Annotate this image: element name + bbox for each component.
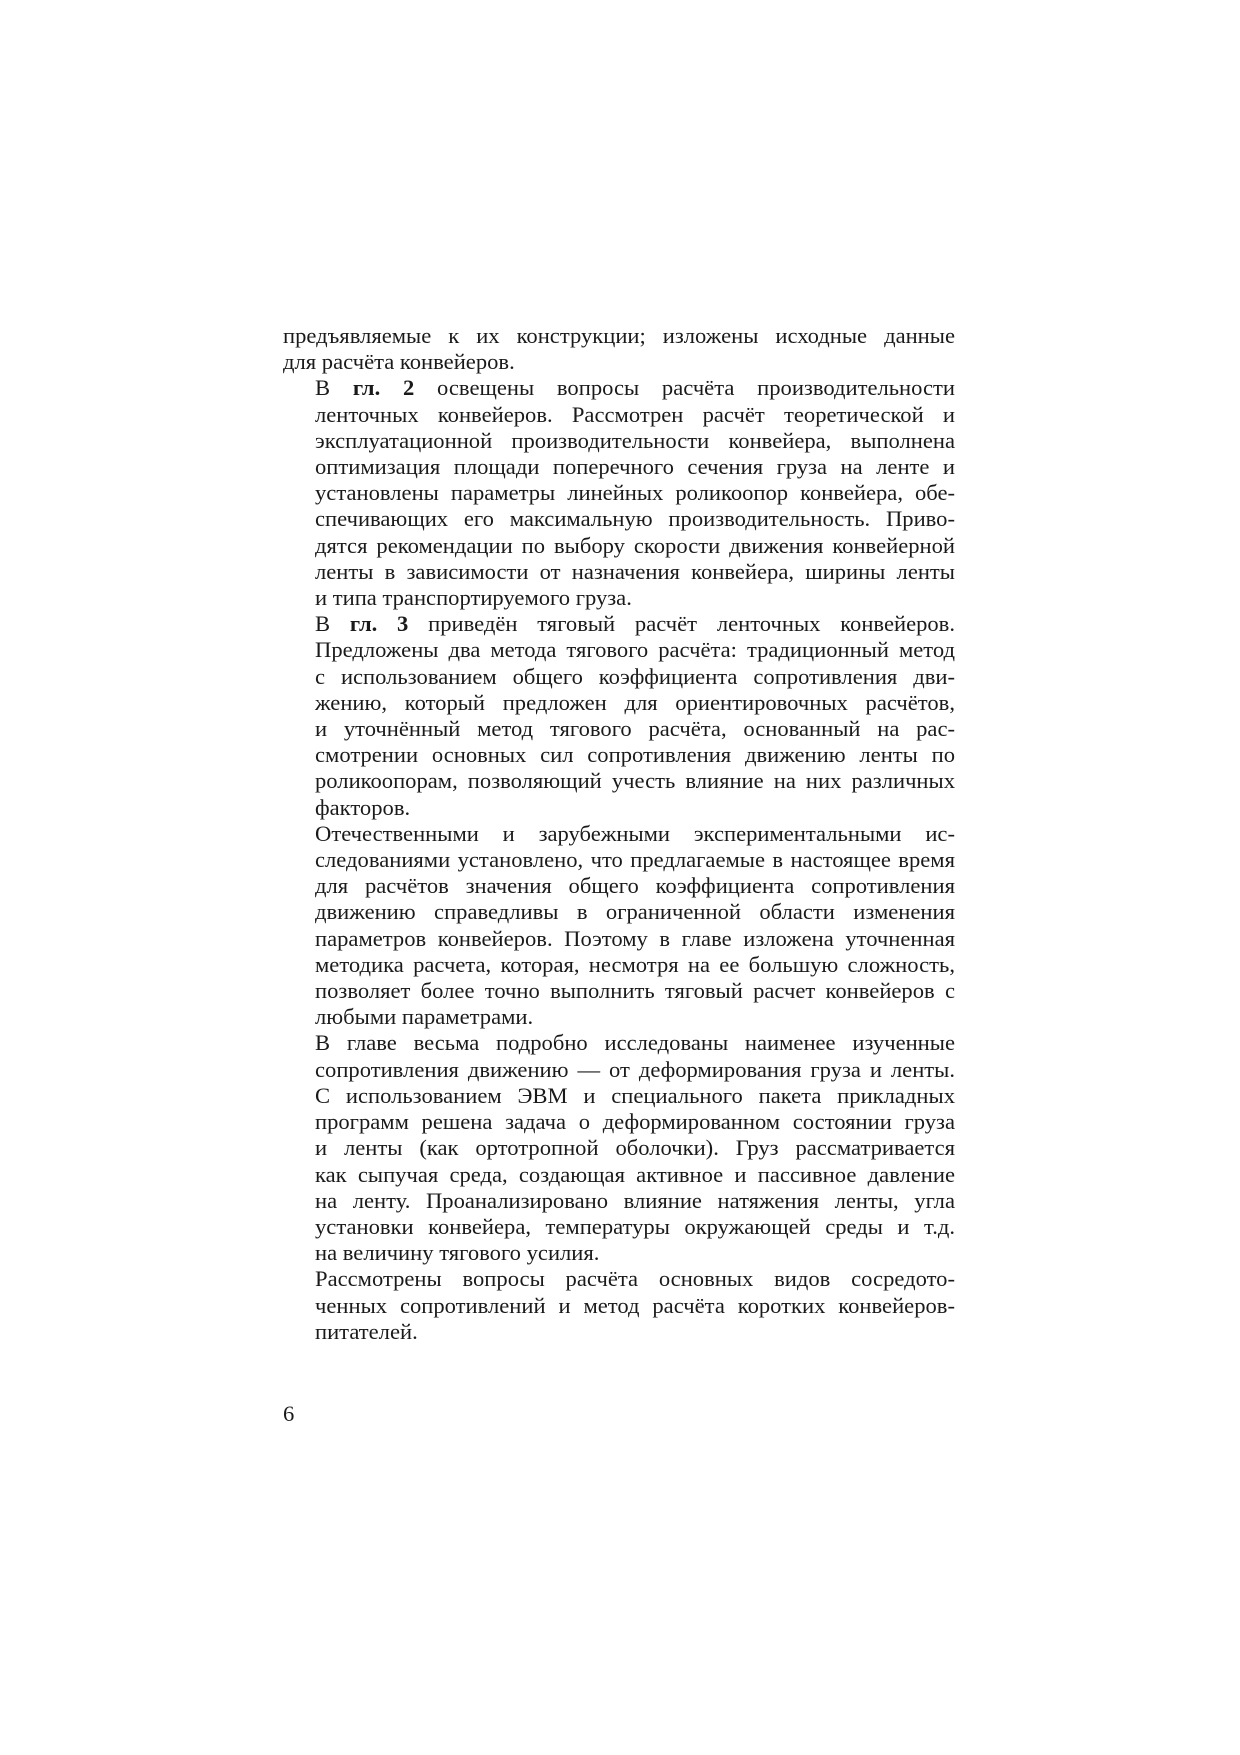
text-line: любыми параметрами. (315, 1004, 534, 1030)
text-line: и типа транспортируемого груза. (315, 585, 632, 611)
paragraph-6 (283, 1266, 955, 1345)
text-line: программ решена задача о деформированном состоянии груза (315, 1109, 955, 1135)
text-line: смотрении основных сил сопротивления движению ленты по (315, 742, 955, 768)
text-line (283, 611, 955, 637)
text-line: факторов. (315, 794, 411, 820)
paragraph-5 (283, 1030, 955, 1266)
text-line: эксплуатационной производительности конвейера, выполнена (315, 427, 955, 453)
body-text (283, 323, 955, 1345)
text-line: как сыпучая среда, создающая активное и пассивное давление (315, 1161, 955, 1187)
text-line: Отечественными и зарубежными экспериментальными ис- (315, 820, 955, 846)
text-line: ленты в зависимости от назначения конвейера, ширины ленты (315, 558, 955, 584)
text-line: предъявляемые к их конструкции; изложены исходные данные (283, 323, 955, 348)
text-fragment: приведён тяговый расчёт ленточных конвейеров. (408, 611, 956, 637)
text-line: спечивающих его максимальную производительность. Приво- (315, 506, 955, 532)
text-line: ленточных конвейеров. Рассмотрен расчёт теоретической и (315, 401, 955, 427)
text-line: с использованием общего коэффициента сопротивления дви- (315, 663, 955, 689)
paragraph-1 (283, 323, 955, 375)
text-line: оптимизация площади поперечного сечения груза на ленте и (315, 454, 955, 480)
text-line: на величину тягового усилия. (315, 1240, 600, 1266)
text-fragment: В (315, 611, 350, 637)
text-line: следованиями установлено, что предлагаемые в настоящее время (315, 847, 955, 873)
chapter-reference: гл. 2 (352, 375, 415, 401)
text-line: для расчётов значения общего коэффициента сопротивления (315, 873, 955, 899)
text-line: для расчёта конвейеров. (283, 349, 515, 375)
text-line: установки конвейера, температуры окружающей среды и т.д. (315, 1213, 955, 1239)
text-line: Предложены два метода тягового расчёта: традиционный метод (315, 637, 955, 663)
text-line: движению справедливы в ограниченной области изменения (315, 899, 955, 925)
paragraph-3 (283, 611, 955, 821)
paragraph-4 (283, 821, 955, 1031)
text-line: методика расчета, которая, несмотря на ее большую сложность, (315, 951, 955, 977)
text-line: жению, который предложен для ориентировочных расчётов, (315, 689, 955, 715)
text-line: позволяет более точно выполнить тяговый расчет конвейеров с (315, 978, 955, 1004)
text-line: параметров конвейеров. Поэтому в главе изложена уточненная (315, 925, 955, 951)
paragraph-2 (283, 375, 955, 611)
text-line: дятся рекомендации по выбору скорости движения конвейерной (315, 532, 955, 558)
page-number: 6 (283, 1401, 295, 1426)
text-line: питателей. (315, 1318, 418, 1344)
text-fragment: освещены вопросы расчёта производительности (414, 375, 956, 401)
text-line: и уточнённый метод тягового расчёта, основанный на рас- (315, 716, 955, 742)
text-line: ченных сопротивлений и метод расчёта коротких конвейеров- (315, 1292, 955, 1318)
text-line: роликоопорам, позволяющий учесть влияние на них различных (315, 768, 955, 794)
text-fragment: В (315, 375, 353, 401)
text-line: установлены параметры линейных роликоопор конвейера, обе- (315, 480, 955, 506)
chapter-reference: гл. 3 (349, 611, 409, 637)
text-line: С использованием ЭВМ и специального пакета прикладных (315, 1082, 955, 1108)
text-line: Рассмотрены вопросы расчёта основных видов сосредото- (315, 1266, 955, 1292)
text-line (283, 375, 955, 401)
text-line: сопротивления движению — от деформирования груза и ленты. (315, 1056, 955, 1082)
text-line: и ленты (как ортотропной оболочки). Груз рассматривается (315, 1135, 955, 1161)
text-line: В главе весьма подробно исследованы наименее изученные (315, 1030, 955, 1056)
text-line: на ленту. Проанализировано влияние натяжения ленты, угла (315, 1187, 955, 1213)
